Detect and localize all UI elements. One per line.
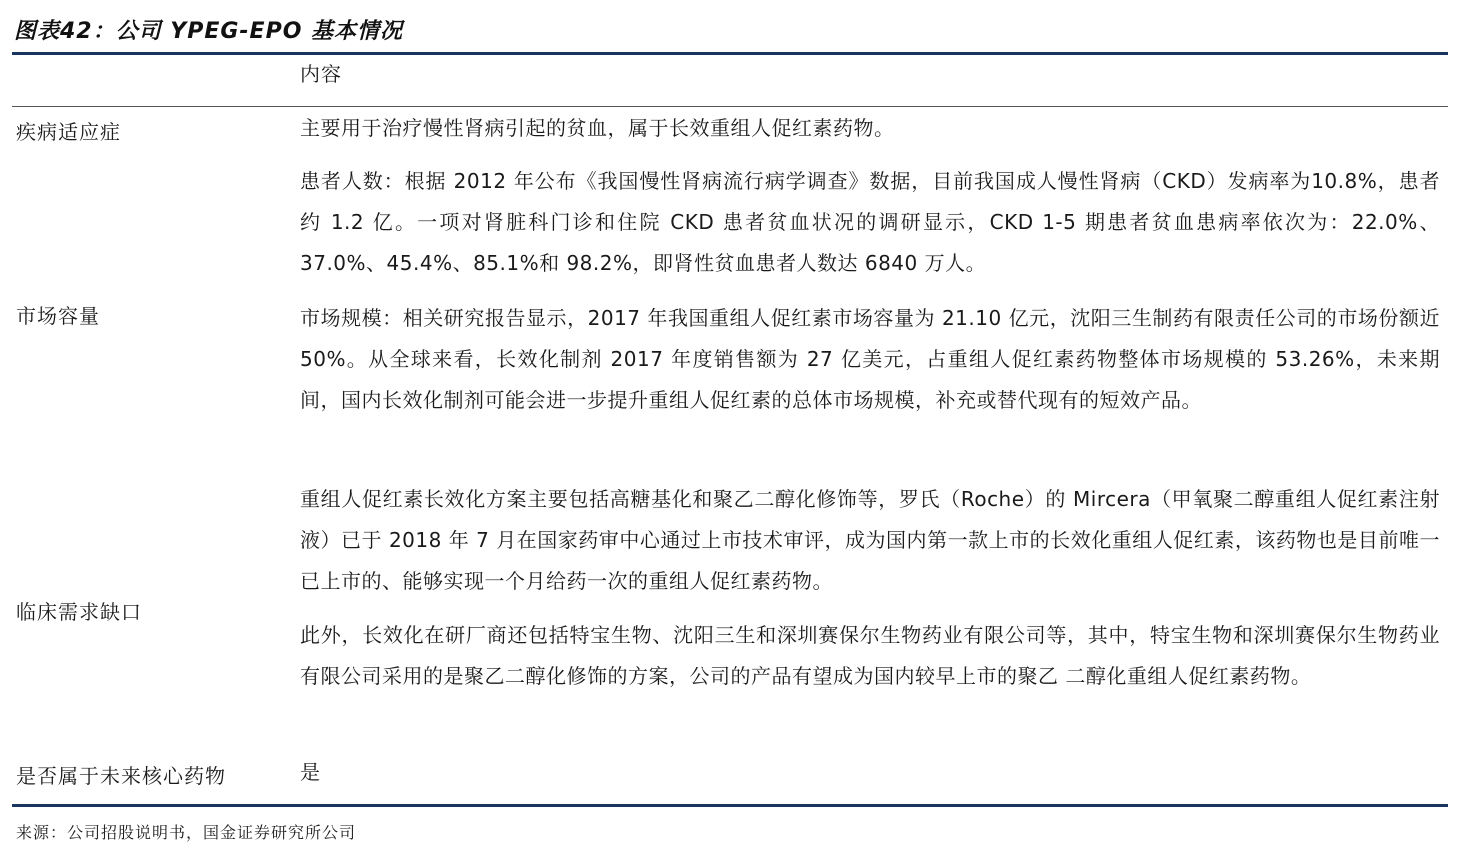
row-indication-para-1: 主要用于治疗慢性肾病引起的贫血，属于长效重组人促红素药物。 bbox=[300, 116, 895, 140]
figure-table bbox=[12, 0, 1448, 851]
row-label-indication: 疾病适应症 bbox=[16, 120, 121, 144]
header-content-col: 内容 bbox=[300, 62, 342, 86]
top-rule bbox=[12, 52, 1448, 55]
figure-title: 图表42：公司 YPEG-EPO 基本情况 bbox=[14, 19, 404, 44]
row-label-market: 市场容量 bbox=[16, 304, 100, 328]
row-label-clinical-gap: 临床需求缺口 bbox=[16, 600, 142, 624]
row-indication-para-2: 患者人数：根据 2012 年公布《我国慢性肾病流行病学调查》数据，目前我国成人慢性肾病（CKD）发病率为10.8%，患者约 1.2 亿。一项对肾脏科门诊和住院 CKD 患者贫血状况的调研显示，CKD 1-5 期患者贫血患病率依次为：22.0%、37.0%、45.4%、85.1%和 98.2%，即肾性贫血患者人数达 6840 万人。 bbox=[300, 169, 1440, 275]
row-market-para-1: 市场规模：相关研究报告显示，2017 年我国重组人促红素市场容量为 21.10 亿元，沈阳三生制药有限责任公司的市场份额近 50%。从全球来看，长效化制剂 2017 年度销售额为 27 亿美元，占重组人促红素药物整体市场规模的 53.26%，未来期间，国内长效化制剂可能会进一步提升重组人促红素的总体市场规模，补充或替代现有的短效产品。 bbox=[300, 306, 1440, 412]
source-note: 来源：公司招股说明书，国金证券研究所公司 bbox=[16, 823, 357, 842]
header-rule bbox=[12, 106, 1448, 107]
bottom-rule bbox=[12, 804, 1448, 807]
row-core-drug-value: 是 bbox=[300, 760, 321, 784]
row-clinical-para-1: 重组人促红素长效化方案主要包括高糖基化和聚乙二醇化修饰等，罗氏（Roche）的 Mircera（甲氧聚二醇重组人促红素注射液）已于 2018 年 7 月在国家药审中心通过上市技术审评，成为国内第一款上市的长效化重组人促红素，该药物也是目前唯一已上市的、能够实现一个月给药一次的重组人促红素药物。 bbox=[300, 487, 1440, 593]
row-label-core-drug: 是否属于未来核心药物 bbox=[16, 764, 226, 788]
row-clinical-para-2: 此外，长效化在研厂商还包括特宝生物、沈阳三生和深圳赛保尔生物药业有限公司等，其中，特宝生物和深圳赛保尔生物药业有限公司采用的是聚乙二醇化修饰的方案，公司的产品有望成为国内较早上市的聚乙 二醇化重组人促红素药物。 bbox=[300, 623, 1440, 688]
